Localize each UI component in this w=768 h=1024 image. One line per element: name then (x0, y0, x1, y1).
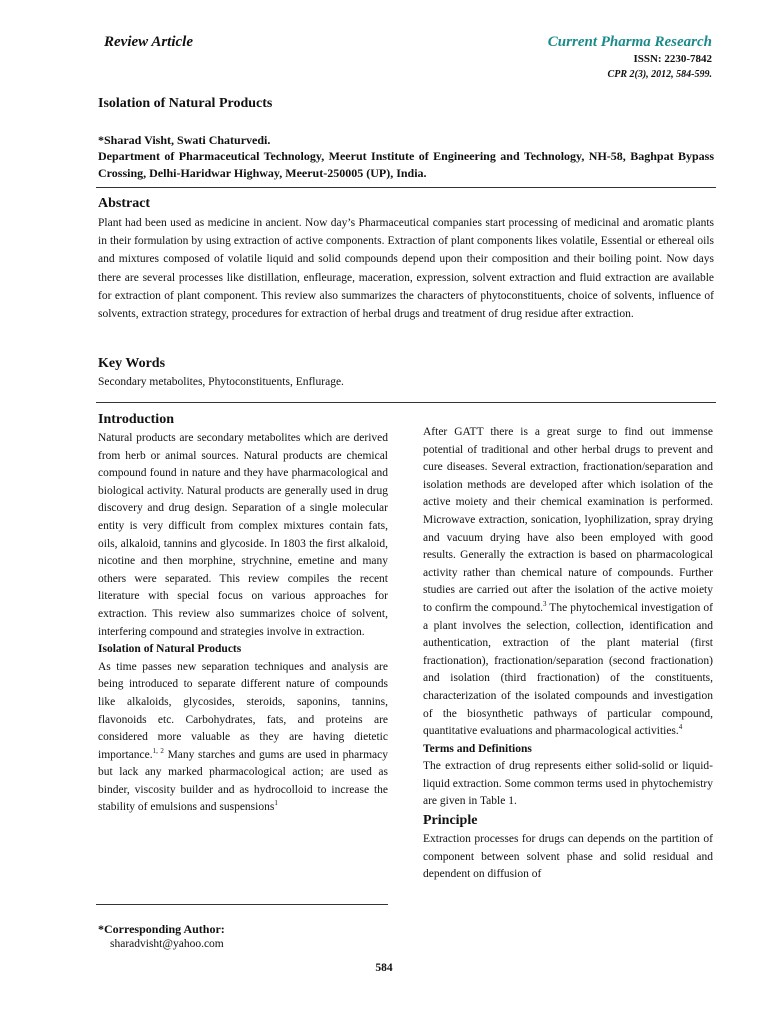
left-column (98, 410, 388, 817)
isolation-text-part-b: Many starches and gums are used in pharmacy but lack any marked pharmacological action; are used as binder, viscosity builder and as hydrocolloid to increase the stability of emulsions and suspensions (98, 748, 389, 814)
corresponding-author-heading: *Corresponding Author: (98, 922, 225, 936)
abstract-heading: Abstract (98, 196, 151, 211)
journal-name: Current Pharma Research (547, 34, 712, 50)
introduction-text: Natural products are secondary metabolites which are derived from herb or animal sources. Natural products are chemical compound found in nature and they have pharmacological and biological activity. Natural products are generally used in drug discovery and drug design. Separation of a single molecular entity is very difficult from complex mixtures contain fats, oils, alkaloid, tannins and glycoside. In 1803 the first alkaloid, nicotine and then morphine, strychnine, emetine and many others were separated. This review compiles the recent literature with special focus on various approaches for extraction. This review also summarizes choice of solvent, interfering compound and strategies involve in extraction. (98, 432, 388, 638)
abstract-divider (96, 402, 716, 403)
isolation-heading: Isolation of Natural Products (98, 643, 242, 656)
reference-superscript: 4 (678, 723, 683, 732)
affiliation: Department of Pharmaceutical Technology, Meerut Institute of Engineering and Technology, NH-58, Baghpat Bypass Crossing, Delhi-Haridwar Highway, Meerut-250005 (UP), India. (98, 149, 714, 180)
gatt-text-part-b: The phytochemical investigation of a plant involves the selection, collection, identification and authentication, extraction of the plant material (first fractionation), fractionation/separation (second fractionation) and isolation (third fractionation) of the constituents, characterization of the isolated compounds and investigation of the biosynthetic pathways of particular compound, quantitative evaluations and pharmacological activities. (423, 601, 714, 738)
isolation-text-part-a: As time passes new separation techniques and analysis are being introduced to separate different nature of compounds like alkaloids, glycosides, steroids, saponins, tannins, flavonoids etc. Carbohydrates, fats, and proteins are considered more valuable as they are having dietetic importance. (98, 660, 388, 761)
terms-text: The extraction of drug represents either solid-solid or liquid-liquid extraction. Some common terms used in phytochemistry are given in Table 1. (423, 760, 713, 808)
keywords-text: Secondary metabolites, Phytoconstituents, Enflurage. (98, 376, 344, 388)
gatt-paragraph (423, 424, 713, 741)
gatt-text-part-a: After GATT there is a great surge to find out immense potential of traditional and other herbal drugs to prevent and cure diseases. Several extraction, fractionation/separation and isolation methods are developed after which isolation of the active moiety and their chemical examination is performed. Microwave extraction, sonication, lyophilization, spray drying and vacuum drying have also been employed with good results. Generally the extraction is based on pharmacological activity rather than chemical nature of compounds. Further studies are carried out after the isolation of the active moiety to confirm the compound. (423, 426, 713, 614)
principle-text: Extraction processes for drugs can depends on the partition of component between solvent phase and solid residual and dependent on diffusion of (423, 833, 713, 881)
issn-number: ISSN: 2230-7842 (633, 53, 712, 65)
page-number: 584 (375, 962, 393, 974)
introduction-heading: Introduction (98, 412, 174, 427)
right-column (423, 424, 713, 884)
article-title: Isolation of Natural Products (98, 96, 273, 111)
reference-superscript: 1 (274, 799, 278, 808)
reference-superscript: 1, 2 (152, 746, 164, 755)
abstract-text: Plant had been used as medicine in ancient. Now day’s Pharmaceutical companies start processing of medicinal and aromatic plants in their formulation by using extraction of active components. Extraction of plant components likes volatile, Essential or ethereal oils and mixtures composed of volatile liquid and solid compounds depend upon their composition and their boiling point. Now days there are several processes like distillation, enfleurage, maceration, expression, solvent extraction and fluid extraction are available for extraction of plant component. This review also summarizes the characters of phytoconstituents, choice of solvents, influence of solvents, extraction strategy, procedures for extraction of herbal drugs and treatment of drug residue after extraction. (98, 217, 714, 321)
corresponding-author-email: sharadvisht@yahoo.com (110, 938, 224, 950)
footnote-divider (96, 904, 388, 905)
authors: *Sharad Visht, Swati Chaturvedi. (98, 133, 271, 147)
isolation-text (98, 659, 388, 817)
terms-heading: Terms and Definitions (423, 742, 532, 755)
header-divider (96, 187, 716, 188)
keywords-heading: Key Words (98, 356, 166, 371)
principle-heading: Principle (423, 813, 478, 829)
citation-info: CPR 2(3), 2012, 584-599. (607, 69, 712, 80)
reference-superscript: 3 (542, 600, 547, 609)
article-type-label: Review Article (104, 34, 194, 50)
